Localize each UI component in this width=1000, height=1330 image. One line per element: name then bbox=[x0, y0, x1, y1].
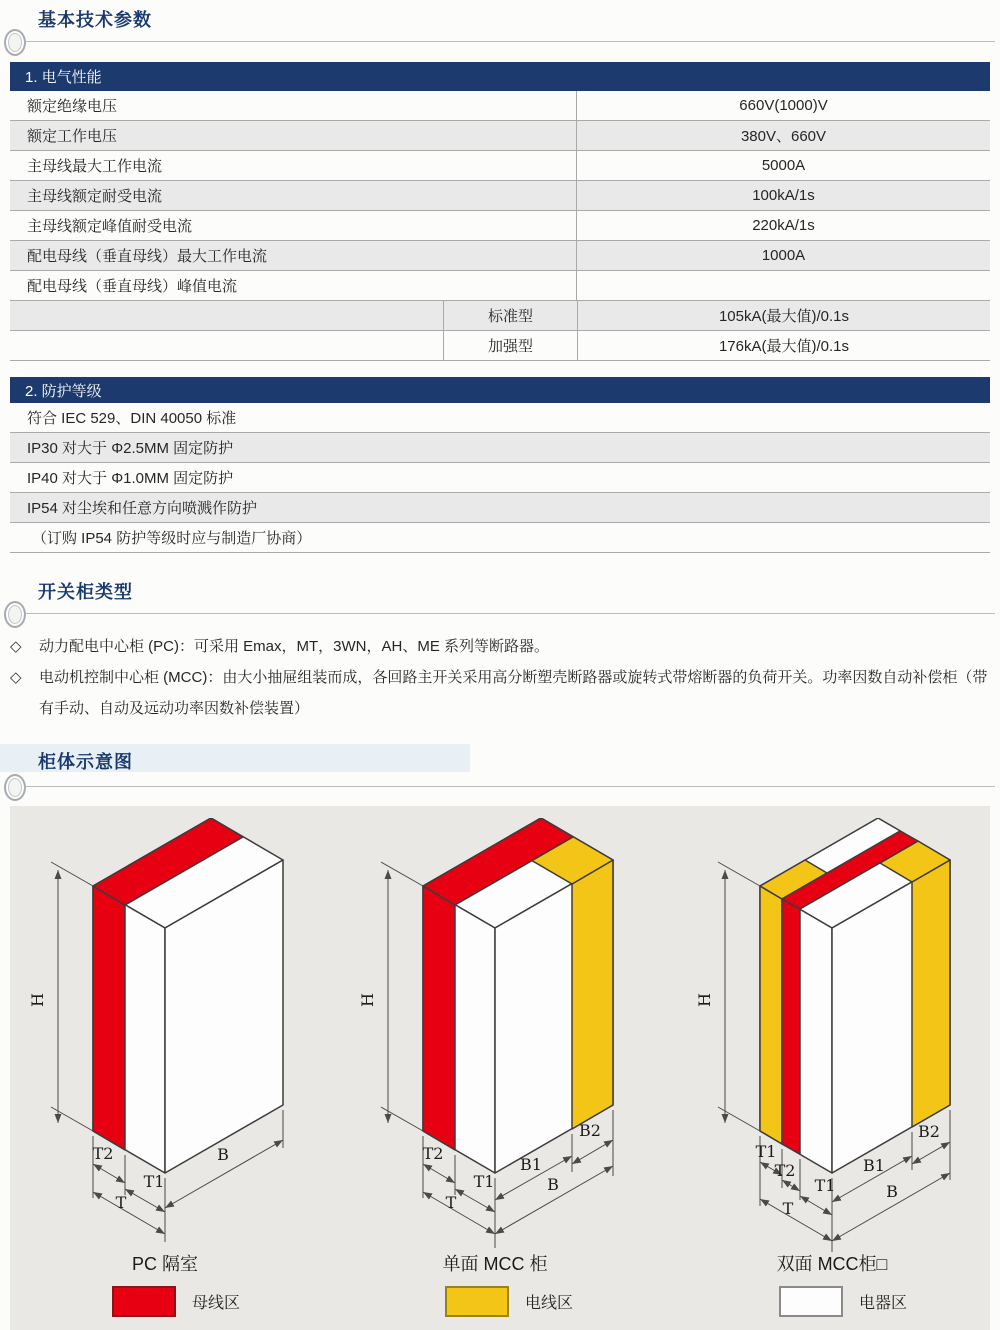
legend-item-wire bbox=[445, 1286, 573, 1317]
table-row bbox=[10, 433, 990, 463]
section-title-basic-params: 基本技术参数 bbox=[38, 10, 152, 30]
row-label: 主母线额定耐受电流 bbox=[27, 188, 163, 205]
svg-text:T1: T1 bbox=[814, 1176, 836, 1195]
cabinet-box bbox=[423, 818, 613, 1173]
cabinet-box bbox=[760, 818, 950, 1173]
cabinet-box bbox=[93, 818, 283, 1173]
row-value: 105kA(最大值)/0.1s bbox=[577, 301, 990, 330]
table-row bbox=[10, 271, 990, 301]
svg-text:B1: B1 bbox=[520, 1155, 542, 1174]
double-mcc-cabinet-diagram bbox=[682, 818, 982, 1274]
legend-item-appliance bbox=[779, 1286, 907, 1317]
table-row bbox=[10, 463, 990, 493]
cabinet-caption: 双面 MCC柜□ bbox=[776, 1254, 888, 1274]
svg-text:B: B bbox=[886, 1182, 898, 1201]
wire-color-swatch bbox=[445, 1286, 509, 1317]
section-title-cabinet-diagram: 柜体示意图 bbox=[38, 752, 133, 772]
row-value: 660V(1000)V bbox=[576, 91, 990, 120]
ring-ornament-icon bbox=[4, 774, 26, 801]
table-row bbox=[10, 121, 990, 151]
diamond-bullet-icon: ◇ bbox=[10, 669, 22, 686]
svg-text:T: T bbox=[115, 1193, 127, 1212]
row-value: 100kA/1s bbox=[576, 181, 990, 210]
svg-text:H: H bbox=[358, 993, 377, 1007]
table-row bbox=[10, 91, 990, 121]
row-label: IP40 对大于 Φ1.0MM 固定防护 bbox=[27, 470, 234, 487]
svg-text:B: B bbox=[547, 1175, 559, 1194]
row-label: 额定绝缘电压 bbox=[27, 98, 118, 115]
cabinet-caption: 单面 MCC 柜 bbox=[442, 1254, 548, 1274]
svg-text:H: H bbox=[695, 993, 714, 1007]
legend-item-busbar bbox=[112, 1286, 240, 1317]
cabinet-type-list bbox=[10, 631, 992, 724]
row-value: 5000A bbox=[576, 151, 990, 180]
row-label: 额定工作电压 bbox=[27, 128, 118, 145]
cabinet-caption: PC 隔室 bbox=[131, 1254, 198, 1274]
cabinet-diagram-panel bbox=[10, 806, 990, 1330]
svg-text:T1: T1 bbox=[473, 1172, 495, 1191]
svg-text:T1: T1 bbox=[755, 1142, 777, 1161]
row-spacer bbox=[10, 301, 443, 330]
row-label: IP54 对尘埃和任意方向喷溅作防护 bbox=[27, 500, 258, 517]
section-rule bbox=[26, 613, 995, 614]
svg-text:T2: T2 bbox=[774, 1161, 796, 1180]
section-rule bbox=[26, 41, 995, 42]
busbar-color-swatch bbox=[112, 1286, 176, 1317]
row-label: （订购 IP54 防护等级时应与制造厂协商） bbox=[32, 530, 312, 547]
row-label: 符合 IEC 529、DIN 40050 标准 bbox=[27, 410, 237, 427]
electrical-performance-table bbox=[10, 62, 990, 361]
table-row bbox=[10, 331, 990, 361]
svg-text:B2: B2 bbox=[918, 1122, 940, 1141]
row-value: 380V、660V bbox=[576, 121, 990, 150]
svg-text:B2: B2 bbox=[579, 1121, 601, 1140]
list-item bbox=[10, 631, 992, 662]
row-value: 220kA/1s bbox=[576, 211, 990, 240]
pc-cabinet-diagram bbox=[15, 818, 315, 1274]
table-row bbox=[10, 241, 990, 271]
legend-label: 电线区 bbox=[525, 1295, 574, 1312]
row-type: 标准型 bbox=[443, 301, 577, 330]
row-value: 176kA(最大值)/0.1s bbox=[577, 331, 990, 360]
ring-ornament-icon bbox=[4, 601, 26, 628]
table1-header: 1. 电气性能 bbox=[10, 62, 990, 91]
single-mcc-cabinet-diagram bbox=[345, 818, 645, 1274]
double-mcc-drawing bbox=[682, 818, 982, 1258]
table2-header: 2. 防护等级 bbox=[10, 377, 990, 403]
row-spacer bbox=[10, 331, 443, 360]
pc-cabinet-drawing bbox=[15, 818, 315, 1258]
svg-text:T1: T1 bbox=[143, 1172, 165, 1191]
row-value: 1000A bbox=[576, 241, 990, 270]
svg-text:T: T bbox=[782, 1199, 794, 1218]
table-row bbox=[10, 151, 990, 181]
svg-text:H: H bbox=[28, 993, 47, 1007]
row-label: 配电母线（垂直母线）峰值电流 bbox=[27, 278, 238, 295]
table-row bbox=[10, 301, 990, 331]
table-row bbox=[10, 181, 990, 211]
bullet-text: 动力配电中心柜 (PC)：可采用 Emax，MT，3WN，AH、ME 系列等断路器。 bbox=[39, 638, 550, 655]
protection-grade-table bbox=[10, 377, 990, 553]
table-row bbox=[10, 493, 990, 523]
legend-label: 电器区 bbox=[859, 1295, 908, 1312]
row-type: 加强型 bbox=[443, 331, 577, 360]
svg-text:B1: B1 bbox=[863, 1156, 885, 1175]
table-row bbox=[10, 523, 990, 553]
row-label: 主母线额定峰值耐受电流 bbox=[27, 218, 193, 235]
svg-text:B: B bbox=[217, 1145, 229, 1164]
row-label: 配电母线（垂直母线）最大工作电流 bbox=[27, 248, 268, 265]
svg-text:T2: T2 bbox=[422, 1144, 444, 1163]
single-mcc-drawing bbox=[345, 818, 645, 1258]
appliance-color-swatch bbox=[779, 1286, 843, 1317]
section-title-cabinet-types: 开关柜类型 bbox=[38, 582, 133, 602]
row-label: 主母线最大工作电流 bbox=[27, 158, 163, 175]
diamond-bullet-icon: ◇ bbox=[10, 638, 22, 655]
row-value bbox=[576, 271, 990, 300]
table-row bbox=[10, 403, 990, 433]
bullet-text: 电动机控制中心柜 (MCC)：由大小抽屉组装而成，各回路主开关采用高分断塑壳断路器或旋转式带熔断器的负荷开关。功率因数自动补偿柜（带有手动、自动及远动功率因数补偿装置） bbox=[39, 669, 988, 717]
section-rule bbox=[26, 786, 995, 787]
row-label: IP30 对大于 Φ2.5MM 固定防护 bbox=[27, 440, 234, 457]
svg-text:T: T bbox=[445, 1193, 457, 1212]
list-item bbox=[10, 662, 992, 724]
table-row bbox=[10, 211, 990, 241]
svg-text:T2: T2 bbox=[92, 1144, 114, 1163]
ring-ornament-icon bbox=[4, 29, 26, 56]
legend-label: 母线区 bbox=[192, 1295, 241, 1312]
